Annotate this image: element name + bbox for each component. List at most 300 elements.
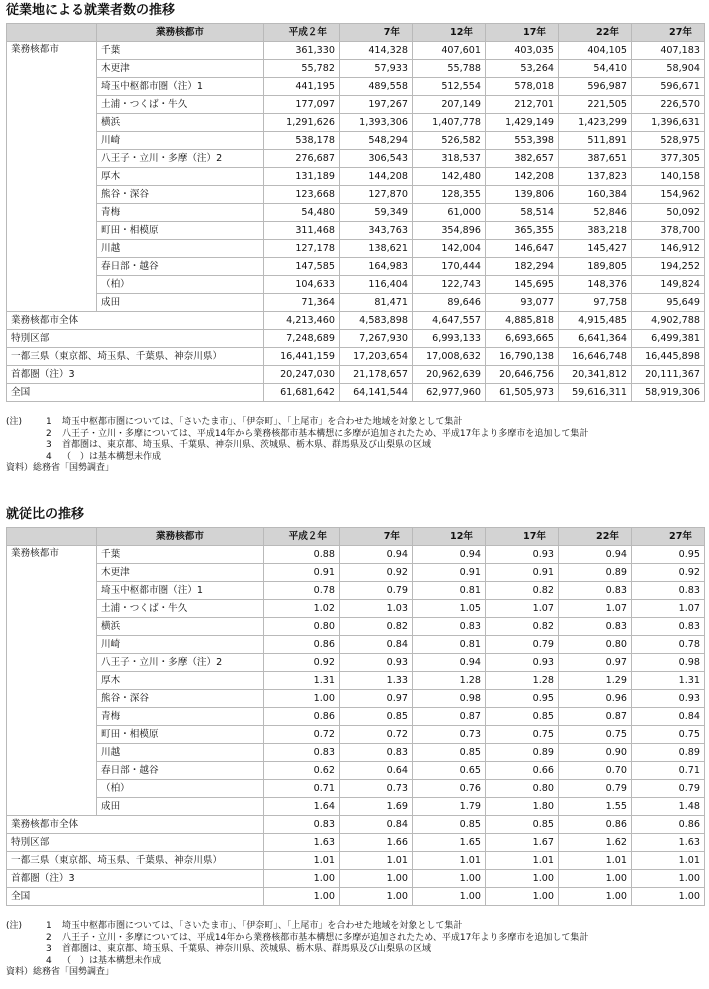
value-cell: 52,846 <box>559 204 632 222</box>
value-cell: 1.33 <box>340 672 413 690</box>
value-cell: 16,441,159 <box>264 348 340 366</box>
value-cell: 1.55 <box>559 798 632 816</box>
summary-label-cell: 首都圏（注）3 <box>7 366 264 384</box>
summary-label-cell: 特別区部 <box>7 834 264 852</box>
year-column-header: 7年 <box>340 24 413 42</box>
value-cell: 58,919,306 <box>632 384 705 402</box>
city-name-cell: 八王子・立川・多摩（注）2 <box>97 654 264 672</box>
value-cell: 0.95 <box>486 690 559 708</box>
value-cell: 1.80 <box>486 798 559 816</box>
value-cell: 0.75 <box>486 726 559 744</box>
note-item <box>6 956 704 968</box>
city-name-cell: 土浦・つくば・牛久 <box>97 96 264 114</box>
value-cell: 93,077 <box>486 294 559 312</box>
year-column-header: 27年 <box>632 528 705 546</box>
value-cell: 1.07 <box>632 600 705 618</box>
note-number: 2 <box>46 428 52 439</box>
value-cell: 54,480 <box>264 204 340 222</box>
value-cell: 0.71 <box>264 780 340 798</box>
value-cell: 164,983 <box>340 258 413 276</box>
value-cell: 128,355 <box>413 186 486 204</box>
table-row <box>7 294 705 312</box>
value-cell: 1.63 <box>264 834 340 852</box>
corner-header-cell <box>7 24 97 42</box>
value-cell: 0.98 <box>632 654 705 672</box>
value-cell: 146,912 <box>632 240 705 258</box>
note-text: 首都圏は、東京都、埼玉県、千葉県、神奈川県、茨城県、栃木県、群馬県及び山梨県の区域 <box>62 440 432 450</box>
note-number: 1 <box>46 417 52 427</box>
value-cell: 6,693,665 <box>486 330 559 348</box>
city-name-cell: 熊谷・深谷 <box>97 186 264 204</box>
summary-row <box>7 870 705 888</box>
value-cell: 64,141,544 <box>340 384 413 402</box>
value-cell: 1.62 <box>559 834 632 852</box>
note-text: （ ）は基本構想未作成 <box>62 955 162 966</box>
value-cell: 0.83 <box>264 816 340 834</box>
value-cell: 221,505 <box>559 96 632 114</box>
group-label-cell: 業務核都市 <box>7 42 97 312</box>
value-cell: 0.73 <box>413 726 486 744</box>
value-cell: 0.72 <box>264 726 340 744</box>
value-cell: 0.91 <box>413 564 486 582</box>
year-column-header: 平成２年 <box>264 528 340 546</box>
value-cell: 0.79 <box>486 636 559 654</box>
table-row <box>7 708 705 726</box>
city-name-cell: 千葉 <box>97 546 264 564</box>
value-cell: 0.82 <box>340 618 413 636</box>
value-cell: 306,543 <box>340 150 413 168</box>
value-cell: 0.92 <box>632 564 705 582</box>
table-row <box>7 726 705 744</box>
value-cell: 1.00 <box>264 870 340 888</box>
value-cell: 1.07 <box>559 600 632 618</box>
city-name-cell: 町田・相模原 <box>97 726 264 744</box>
value-cell: 145,427 <box>559 240 632 258</box>
value-cell: 0.92 <box>264 654 340 672</box>
value-cell: 1.28 <box>486 672 559 690</box>
value-cell: 16,646,748 <box>559 348 632 366</box>
note-prefix <box>6 429 46 441</box>
value-cell: 0.71 <box>632 762 705 780</box>
ratio-table <box>6 527 705 906</box>
value-cell: 1.00 <box>340 888 413 906</box>
value-cell: 0.93 <box>486 546 559 564</box>
value-cell: 58,514 <box>486 204 559 222</box>
city-name-cell: 成田 <box>97 798 264 816</box>
value-cell: 1.00 <box>340 870 413 888</box>
value-cell: 311,468 <box>264 222 340 240</box>
summary-label-cell: 特別区部 <box>7 330 264 348</box>
year-column-header: 平成２年 <box>264 24 340 42</box>
value-cell: 0.86 <box>264 708 340 726</box>
city-name-cell: 川越 <box>97 240 264 258</box>
value-cell: 6,993,133 <box>413 330 486 348</box>
value-cell: 0.64 <box>340 762 413 780</box>
value-cell: 20,111,367 <box>632 366 705 384</box>
value-cell: 0.91 <box>264 564 340 582</box>
value-cell: 57,933 <box>340 60 413 78</box>
city-name-cell: 土浦・つくば・牛久 <box>97 600 264 618</box>
year-column-header: 12年 <box>413 24 486 42</box>
header-row <box>7 528 705 546</box>
value-cell: 0.91 <box>486 564 559 582</box>
value-cell: 0.79 <box>559 780 632 798</box>
value-cell: 0.83 <box>632 618 705 636</box>
summary-row <box>7 852 705 870</box>
value-cell: 0.93 <box>632 690 705 708</box>
note-item <box>6 417 704 429</box>
table-row <box>7 114 705 132</box>
city-name-cell: 熊谷・深谷 <box>97 690 264 708</box>
value-cell: 596,671 <box>632 78 705 96</box>
table-row <box>7 600 705 618</box>
note-number: 4 <box>46 451 52 462</box>
value-cell: 0.78 <box>264 582 340 600</box>
city-name-cell: 川越 <box>97 744 264 762</box>
value-cell: 0.89 <box>559 564 632 582</box>
value-cell: 1,423,299 <box>559 114 632 132</box>
value-cell: 147,585 <box>264 258 340 276</box>
city-name-cell: 春日部・越谷 <box>97 258 264 276</box>
value-cell: 0.93 <box>486 654 559 672</box>
table-row <box>7 78 705 96</box>
value-cell: 382,657 <box>486 150 559 168</box>
table-row <box>7 780 705 798</box>
note-number: 2 <box>46 932 52 943</box>
value-cell: 127,178 <box>264 240 340 258</box>
value-cell: 538,178 <box>264 132 340 150</box>
value-cell: 207,149 <box>413 96 486 114</box>
value-cell: 1.67 <box>486 834 559 852</box>
value-cell: 1.01 <box>413 852 486 870</box>
table-row <box>7 690 705 708</box>
value-cell: 0.79 <box>340 582 413 600</box>
summary-label-cell: 一都三県（東京都、埼玉県、千葉県、神奈川県） <box>7 348 264 366</box>
value-cell: 526,582 <box>413 132 486 150</box>
value-cell: 407,601 <box>413 42 486 60</box>
value-cell: 1.28 <box>413 672 486 690</box>
value-cell: 0.90 <box>559 744 632 762</box>
value-cell: 61,505,973 <box>486 384 559 402</box>
value-cell: 0.80 <box>486 780 559 798</box>
value-cell: 0.86 <box>264 636 340 654</box>
value-cell: 89,646 <box>413 294 486 312</box>
value-cell: 0.62 <box>264 762 340 780</box>
value-cell: 0.83 <box>340 744 413 762</box>
value-cell: 197,267 <box>340 96 413 114</box>
value-cell: 1.00 <box>486 870 559 888</box>
summary-label-cell: 一都三県（東京都、埼玉県、千葉県、神奈川県） <box>7 852 264 870</box>
value-cell: 148,376 <box>559 276 632 294</box>
year-column-header: 17年 <box>486 24 559 42</box>
city-name-cell: 木更津 <box>97 564 264 582</box>
table-row <box>7 60 705 78</box>
note-text: 八王子・立川・多摩については、平成14年から業務核都市基本構想に多摩が追加されたため、平成17年より多摩市を追加して集計 <box>62 932 589 943</box>
value-cell: 489,558 <box>340 78 413 96</box>
employment-table <box>6 23 705 402</box>
source-line: 資料）総務省「国勢調査」 <box>6 463 115 473</box>
table-row <box>7 276 705 294</box>
table-row <box>7 240 705 258</box>
value-cell: 154,962 <box>632 186 705 204</box>
table-row <box>7 636 705 654</box>
value-cell: 97,758 <box>559 294 632 312</box>
value-cell: 59,616,311 <box>559 384 632 402</box>
value-cell: 0.95 <box>632 546 705 564</box>
value-cell: 578,018 <box>486 78 559 96</box>
table-row <box>7 762 705 780</box>
summary-row <box>7 384 705 402</box>
value-cell: 0.84 <box>340 636 413 654</box>
value-cell: 17,008,632 <box>413 348 486 366</box>
year-column-header: 12年 <box>413 528 486 546</box>
note-text: （ ）は基本構想未作成 <box>62 451 162 462</box>
value-cell: 212,701 <box>486 96 559 114</box>
note-item <box>6 933 704 945</box>
value-cell: 0.85 <box>413 744 486 762</box>
value-cell: 0.83 <box>264 744 340 762</box>
table-row <box>7 96 705 114</box>
value-cell: 116,404 <box>340 276 413 294</box>
table-row <box>7 204 705 222</box>
year-column-header: 7年 <box>340 528 413 546</box>
city-name-cell: 春日部・越谷 <box>97 762 264 780</box>
note-item <box>6 452 704 464</box>
table-row <box>7 672 705 690</box>
value-cell: 55,782 <box>264 60 340 78</box>
value-cell: 1.64 <box>264 798 340 816</box>
table-row <box>7 582 705 600</box>
table-row <box>7 618 705 636</box>
value-cell: 7,267,930 <box>340 330 413 348</box>
summary-label-cell: 全国 <box>7 888 264 906</box>
summary-label-cell: 全国 <box>7 384 264 402</box>
value-cell: 71,364 <box>264 294 340 312</box>
value-cell: 0.89 <box>632 744 705 762</box>
value-cell: 142,480 <box>413 168 486 186</box>
value-cell: 0.85 <box>486 816 559 834</box>
table-row <box>7 222 705 240</box>
value-cell: 1,407,778 <box>413 114 486 132</box>
city-name-cell: 木更津 <box>97 60 264 78</box>
value-cell: 53,264 <box>486 60 559 78</box>
table-row <box>7 132 705 150</box>
notes-block <box>6 921 704 979</box>
value-cell: 0.98 <box>413 690 486 708</box>
value-cell: 0.76 <box>413 780 486 798</box>
corner-header-cell <box>7 528 97 546</box>
value-cell: 441,195 <box>264 78 340 96</box>
city-column-header: 業務核都市 <box>97 24 264 42</box>
value-cell: 0.85 <box>486 708 559 726</box>
city-name-cell: 川崎 <box>97 636 264 654</box>
value-cell: 226,570 <box>632 96 705 114</box>
summary-row <box>7 816 705 834</box>
table1-title: 従業地による就業者数の推移 <box>6 3 176 18</box>
value-cell: 4,915,485 <box>559 312 632 330</box>
value-cell: 0.87 <box>559 708 632 726</box>
value-cell: 343,763 <box>340 222 413 240</box>
value-cell: 0.65 <box>413 762 486 780</box>
value-cell: 0.97 <box>340 690 413 708</box>
value-cell: 0.89 <box>486 744 559 762</box>
value-cell: 1.00 <box>632 870 705 888</box>
value-cell: 149,824 <box>632 276 705 294</box>
note-prefix <box>6 452 46 464</box>
summary-row <box>7 834 705 852</box>
value-cell: 0.83 <box>559 618 632 636</box>
value-cell: 0.96 <box>559 690 632 708</box>
value-cell: 1.01 <box>264 852 340 870</box>
note-item <box>6 440 704 452</box>
year-column-header: 17年 <box>486 528 559 546</box>
value-cell: 0.84 <box>632 708 705 726</box>
value-cell: 1.01 <box>632 852 705 870</box>
value-cell: 160,384 <box>559 186 632 204</box>
city-name-cell: 埼玉中枢都市圏（注）1 <box>97 582 264 600</box>
value-cell: 0.80 <box>264 618 340 636</box>
value-cell: 1.29 <box>559 672 632 690</box>
value-cell: 0.86 <box>632 816 705 834</box>
value-cell: 182,294 <box>486 258 559 276</box>
value-cell: 146,647 <box>486 240 559 258</box>
value-cell: 403,035 <box>486 42 559 60</box>
value-cell: 137,823 <box>559 168 632 186</box>
value-cell: 61,681,642 <box>264 384 340 402</box>
value-cell: 61,000 <box>413 204 486 222</box>
value-cell: 1.31 <box>264 672 340 690</box>
value-cell: 1,291,626 <box>264 114 340 132</box>
table2-title: 就従比の推移 <box>6 507 85 522</box>
value-cell: 6,641,364 <box>559 330 632 348</box>
group-label-cell: 業務核都市 <box>7 546 97 816</box>
value-cell: 1.05 <box>413 600 486 618</box>
city-name-cell: 千葉 <box>97 42 264 60</box>
value-cell: 1.07 <box>486 600 559 618</box>
note-item <box>6 944 704 956</box>
value-cell: 276,687 <box>264 150 340 168</box>
value-cell: 0.81 <box>413 582 486 600</box>
value-cell: 1.00 <box>559 870 632 888</box>
note-number: 3 <box>46 944 52 954</box>
value-cell: 1.66 <box>340 834 413 852</box>
value-cell: 16,790,138 <box>486 348 559 366</box>
table-row <box>7 258 705 276</box>
value-cell: 17,203,654 <box>340 348 413 366</box>
value-cell: 1.01 <box>486 852 559 870</box>
city-name-cell: 青梅 <box>97 204 264 222</box>
summary-label-cell: 首都圏（注）3 <box>7 870 264 888</box>
value-cell: 0.73 <box>340 780 413 798</box>
note-text: 首都圏は、東京都、埼玉県、千葉県、神奈川県、茨城県、栃木県、群馬県及び山梨県の区域 <box>62 944 432 954</box>
value-cell: 1.01 <box>340 852 413 870</box>
value-cell: 7,248,689 <box>264 330 340 348</box>
value-cell: 361,330 <box>264 42 340 60</box>
value-cell: 131,189 <box>264 168 340 186</box>
value-cell: 62,977,960 <box>413 384 486 402</box>
value-cell: 0.81 <box>413 636 486 654</box>
table-row <box>7 798 705 816</box>
value-cell: 0.94 <box>413 654 486 672</box>
value-cell: 407,183 <box>632 42 705 60</box>
note-item <box>6 921 704 933</box>
value-cell: 189,805 <box>559 258 632 276</box>
value-cell: 127,870 <box>340 186 413 204</box>
city-column-header: 業務核都市 <box>97 528 264 546</box>
value-cell: 59,349 <box>340 204 413 222</box>
header-row <box>7 24 705 42</box>
value-cell: 170,444 <box>413 258 486 276</box>
city-name-cell: 成田 <box>97 294 264 312</box>
value-cell: 354,896 <box>413 222 486 240</box>
value-cell: 1.00 <box>264 690 340 708</box>
city-name-cell: 横浜 <box>97 114 264 132</box>
value-cell: 4,583,898 <box>340 312 413 330</box>
value-cell: 1.00 <box>413 888 486 906</box>
year-column-header: 22年 <box>559 528 632 546</box>
value-cell: 1.00 <box>413 870 486 888</box>
note-prefix: (注) <box>6 417 23 427</box>
summary-row <box>7 348 705 366</box>
value-cell: 387,651 <box>559 150 632 168</box>
value-cell: 0.94 <box>413 546 486 564</box>
note-number: 1 <box>46 921 52 931</box>
value-cell: 1.00 <box>632 888 705 906</box>
city-name-cell: 横浜 <box>97 618 264 636</box>
table-row <box>7 150 705 168</box>
city-name-cell: （柏） <box>97 276 264 294</box>
table-row <box>7 744 705 762</box>
note-text: 埼玉中枢都市圏については、「さいたま市」、「伊奈町」、「上尾市」を合わせた地域を対象として集計 <box>62 921 463 931</box>
value-cell: 1.00 <box>559 888 632 906</box>
note-text: 八王子・立川・多摩については、平成14年から業務核都市基本構想に多摩が追加されたため、平成17年より多摩市を追加して集計 <box>62 428 589 439</box>
table-row <box>7 654 705 672</box>
note-prefix <box>6 440 46 452</box>
value-cell: 58,904 <box>632 60 705 78</box>
table-row <box>7 42 705 60</box>
summary-row <box>7 330 705 348</box>
value-cell: 142,208 <box>486 168 559 186</box>
value-cell: 0.94 <box>559 546 632 564</box>
value-cell: 0.83 <box>413 618 486 636</box>
value-cell: 20,341,812 <box>559 366 632 384</box>
value-cell: 1.63 <box>632 834 705 852</box>
city-name-cell: 埼玉中枢都市圏（注）1 <box>97 78 264 96</box>
value-cell: 1.03 <box>340 600 413 618</box>
value-cell: 144,208 <box>340 168 413 186</box>
value-cell: 383,218 <box>559 222 632 240</box>
value-cell: 0.88 <box>264 546 340 564</box>
value-cell: 139,806 <box>486 186 559 204</box>
value-cell: 1.00 <box>264 888 340 906</box>
value-cell: 1,396,631 <box>632 114 705 132</box>
note-prefix <box>6 944 46 956</box>
value-cell: 0.82 <box>486 582 559 600</box>
value-cell: 0.93 <box>340 654 413 672</box>
value-cell: 1.02 <box>264 600 340 618</box>
value-cell: 404,105 <box>559 42 632 60</box>
value-cell: 512,554 <box>413 78 486 96</box>
value-cell: 553,398 <box>486 132 559 150</box>
value-cell: 4,213,460 <box>264 312 340 330</box>
value-cell: 596,987 <box>559 78 632 96</box>
value-cell: 0.85 <box>413 816 486 834</box>
value-cell: 0.75 <box>632 726 705 744</box>
value-cell: 21,178,657 <box>340 366 413 384</box>
value-cell: 0.70 <box>559 762 632 780</box>
value-cell: 104,633 <box>264 276 340 294</box>
value-cell: 0.79 <box>632 780 705 798</box>
